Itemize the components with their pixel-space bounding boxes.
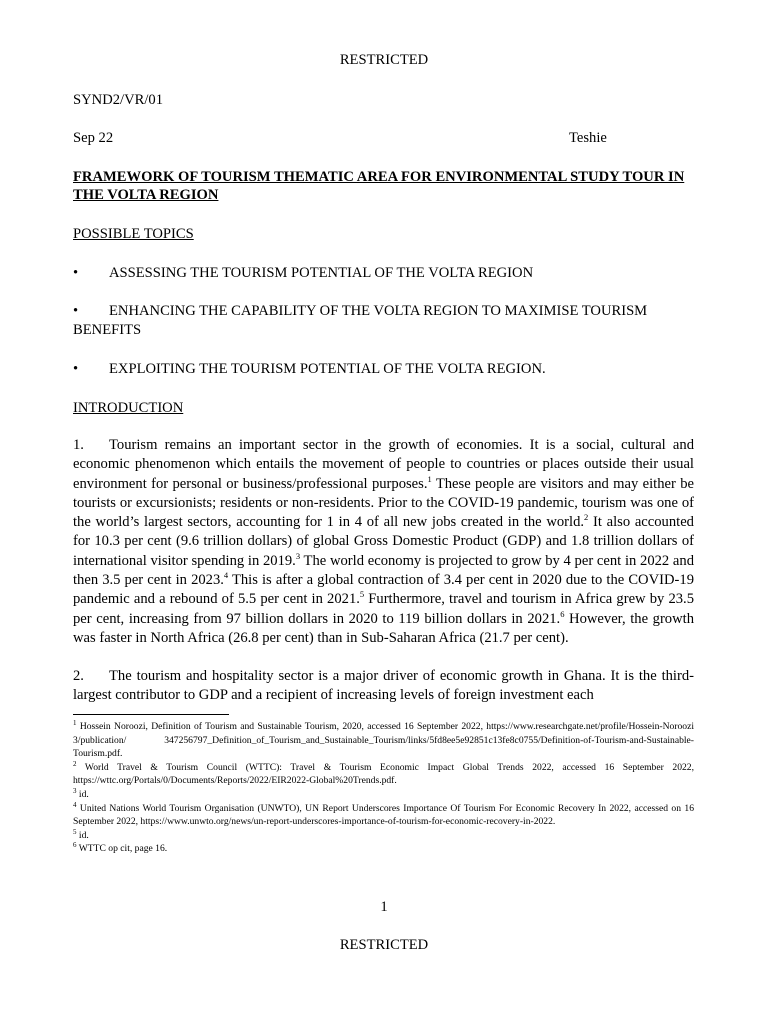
footnote-number: 5	[73, 827, 77, 836]
footnote-number: 4	[73, 800, 77, 809]
footnote-ref[interactable]: 5	[359, 589, 365, 600]
footnote-text: id.	[76, 829, 89, 841]
introduction-heading: INTRODUCTION	[73, 400, 184, 416]
document-title: FRAMEWORK OF TOURISM THEMATIC AREA FOR ENVIRONMENTAL STUDY TOUR IN THE VOLTA REGION	[73, 169, 685, 203]
footer-classification: RESTRICTED	[339, 937, 429, 953]
footnote	[73, 842, 694, 856]
footnotes	[73, 720, 694, 856]
bullet-icon: •	[73, 361, 79, 377]
paragraph-text: The tourism and hospitality sector is a major driver of economic growth in Ghana. It is the third-largest contributor to GDP and a recipient of increasing levels of foreign investment each	[73, 668, 694, 704]
footnote	[73, 788, 694, 802]
paragraph-1	[73, 436, 694, 648]
bullet-icon: •	[73, 265, 79, 281]
document-date: Sep 22	[73, 130, 114, 146]
list-item	[73, 264, 694, 283]
footnote-text: United Nations World Tourism Organisation (UNWTO), UN Report Underscores Importance Of Tourism For Economic Recovery In 2022, accessed on 16 September 2022, https://www.unwto.org/news/un-report-underscores-importance-of-tourism-for-economic-recovery-in-2022.	[73, 802, 694, 828]
document-location: Teshie	[569, 130, 607, 146]
footnote	[73, 720, 694, 761]
footnote	[73, 802, 694, 829]
topic-list	[73, 264, 694, 283]
page-number: 1	[380, 899, 388, 915]
paragraph-number: 2.	[73, 668, 84, 684]
footnote-number: 6	[73, 841, 77, 850]
paragraph-text: Furthermore, travel and tourism in Africa grew by 23.5 per cent, increasing from 97 billion dollars in 2020 to 119 billion dollars in 2021.	[73, 591, 694, 627]
list-item	[73, 302, 694, 340]
paragraph-text: Tourism remains an important sector in the growth of economies. It is a social, cultural and economic phenomenon which entails the movement of people to countries or places outside their usual environment for personal or business/professional purposes.	[73, 437, 694, 492]
list-item	[73, 360, 694, 379]
paragraph-text: It also accounted for 10.3 per cent (9.6 trillion dollars) of global Gross Domestic Product (GDP) and 1.8 trillion dollars of international visitor spending in 2019.	[73, 514, 694, 569]
footnote-number: 3	[73, 786, 77, 795]
date-location-row	[73, 129, 694, 147]
footnote-text: id.	[76, 788, 89, 800]
footnote-ref[interactable]: 1	[427, 473, 432, 484]
footnote-number: 1	[73, 718, 77, 727]
topic-text: ENHANCING THE CAPABILITY OF THE VOLTA REGION TO MAXIMISE TOURISM BENEFITS	[73, 303, 648, 338]
footnote-ref[interactable]: 6	[560, 608, 565, 619]
footnote-text: WTTC op cit, page 16.	[76, 843, 168, 855]
footnote-ref[interactable]: 3	[295, 550, 301, 561]
document-reference: SYND2/VR/01	[73, 92, 164, 108]
footnote-text: World Travel & Tourism Council (WTTC): Travel & Tourism Economic Impact Global Trends 2022, accessed 16 September 2022, https://wttc.org/Portals/0/Documents/Reports/2022/EIR2022-Global%20Trends.pdf.	[73, 761, 694, 787]
footnote-separator	[73, 714, 229, 715]
bullet-icon: •	[73, 303, 79, 319]
paragraph-text: This is after a global contraction of 3.4 per cent in 2020 due to the COVID-19 pandemic and a rebound of 5.5 per cent in 2021.	[73, 572, 694, 608]
footnote-text: Hossein Noroozi, Definition of Tourism and Sustainable Tourism, 2020, accessed 16 September 2022, https://www.researchgate.net/profile/Hossein-Noroozi 3/publication/ 347256797_Definition_of_Tourism_and_Sustainable_Tourism/links/5fd8ee5e92851c13fe8c0755/Definition-of-Tourism-and-Sustainable-Tourism.pdf.	[73, 721, 694, 760]
topic-list-3	[73, 360, 694, 379]
footnote	[73, 761, 694, 788]
footnote-number: 2	[73, 759, 77, 768]
footnote-ref[interactable]: 4	[223, 570, 229, 581]
topic-text: EXPLOITING THE TOURISM POTENTIAL OF THE VOLTA REGION.	[109, 361, 546, 377]
footnote	[73, 829, 694, 843]
paragraph-text: However, the growth was faster in North Africa (26.8 per cent) than in Sub-Saharan Africa (21.7 per cent).	[73, 610, 694, 646]
topics-heading: POSSIBLE TOPICS	[73, 226, 194, 242]
footnote-ref[interactable]: 2	[584, 512, 589, 523]
paragraph-text: The world economy is projected to grow by 4 per cent in 2022 and then 3.5 per cent in 2023.	[73, 552, 695, 589]
paragraph-number: 1.	[73, 437, 84, 453]
header-classification: RESTRICTED	[339, 52, 429, 68]
topic-list-2	[73, 302, 694, 340]
paragraph-2	[73, 667, 694, 706]
paragraph-text: These people are visitors and may either be tourists or excursionists; residents or non-residents. Prior to the COVID-19 pandemic, tourism was one of the world’s largest sectors, accounting for 1 in 4 of all new jobs created in the world.	[73, 475, 694, 531]
topic-text: ASSESSING THE TOURISM POTENTIAL OF THE VOLTA REGION	[109, 265, 534, 281]
